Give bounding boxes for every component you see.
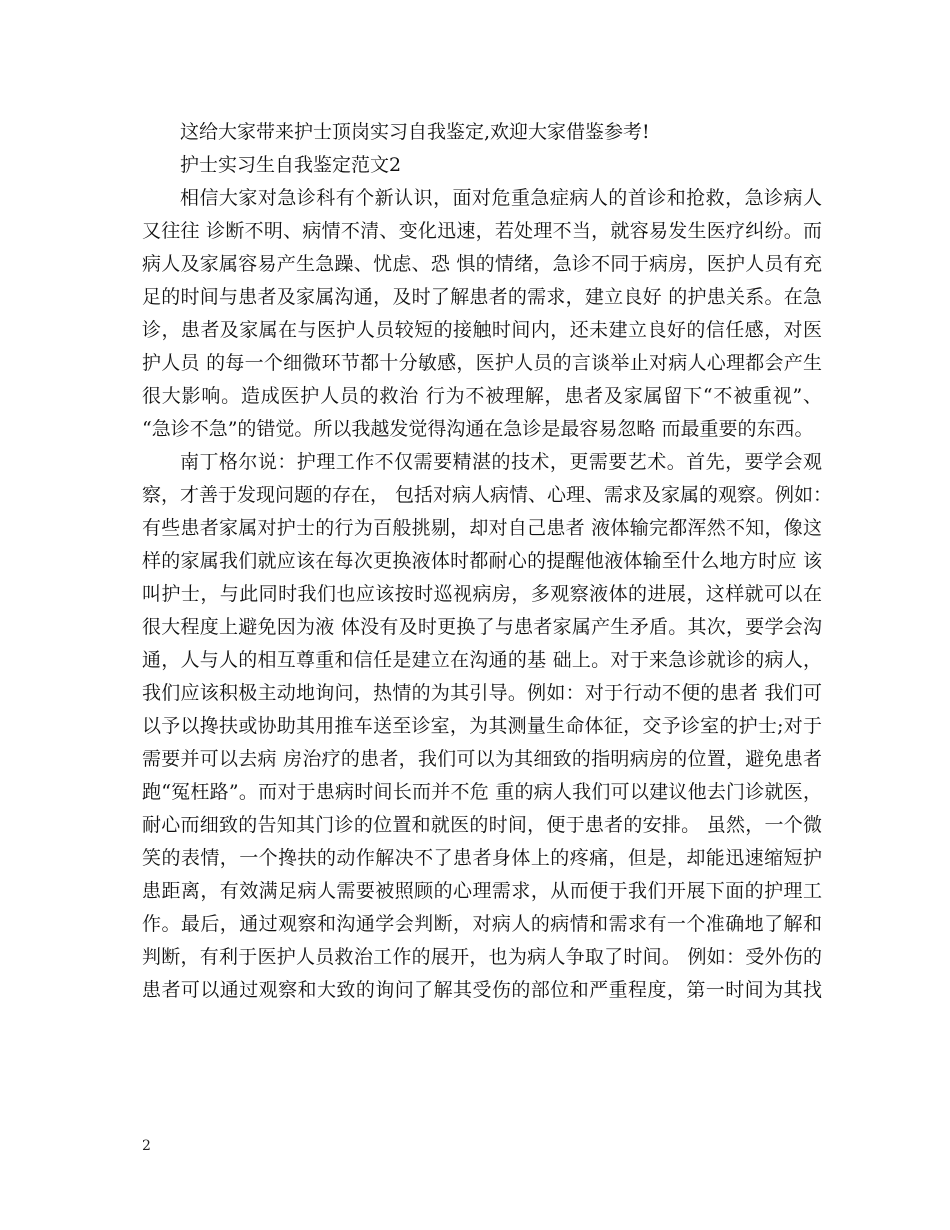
paragraph-line: 通，人与人的相互尊重和信任是建立在沟通的基 础上。对于来急诊就诊的病人， (142, 649, 822, 671)
paragraph-line: 护人员 的每一个细微环节都十分敏感，医护人员的言谈举止对病人心理都会产生 (142, 352, 822, 374)
paragraph-line: 察，才善于发现问题的存在， 包括对病人病情、心理、需求及家属的观察。例如： (142, 484, 833, 506)
paragraph-line: “急诊不急”的错觉。所以我越发觉得沟通在急诊是最容易忽略 而最重要的东西。 (142, 418, 814, 440)
intro-line: 这给大家带来护士顶岗实习自我鉴定,欢迎大家借鉴参考! (180, 121, 650, 143)
paragraph-line: 判断，有利于医护人员救治工作的展开，也为病人争取了时间。 例如：受外伤的 (142, 946, 822, 968)
paragraph-line: 需要并可以去病 房治疗的患者，我们可以为其细致的指明病房的位置，避免患者 (142, 748, 822, 770)
page-number: 2 (142, 1138, 151, 1154)
paragraph-line: 作。最后，通过观察和沟通学会判断，对病人的病情和需求有一个准确地了解和 (142, 913, 822, 935)
paragraph-line: 很大程度上避免因为液 体没有及时更换了与患者家属产生矛盾。其次，要学会沟 (142, 616, 822, 638)
paragraph-line: 足的时间与患者及家属沟通，及时了解患者的需求，建立良好 的护患关系。在急 (142, 286, 822, 308)
paragraph-line: 有些患者家属对护士的行为百般挑剔，却对自己患者 液体输完都浑然不知，像这 (142, 517, 822, 539)
paragraph-line: 叫护士，与此同时我们也应该按时巡视病房，多观察液体的进展，这样就可以在 (142, 583, 822, 605)
paragraph-line: 又往往 诊断不明、病情不清、变化迅速，若处理不当，就容易发生医疗纠纷。而 (142, 220, 822, 242)
paragraph-line: 诊，患者及家属在与医护人员较短的接触时间内，还未建立良好的信任感，对医 (142, 319, 822, 341)
paragraph-line: 患者可以通过观察和大致的询问了解其受伤的部位和严重程度，第一时间为其找 (142, 979, 822, 1001)
paragraph-line: 病人及家属容易产生急躁、忧虑、恐 惧的情绪，急诊不同于病房，医护人员有充 (142, 253, 822, 275)
paragraph-line: 患距离，有效满足病人需要被照顾的心理需求，从而便于我们开展下面的护理工 (142, 880, 822, 902)
document-body (142, 116, 833, 1007)
section-heading: 护士实习生自我鉴定范文2 (180, 154, 402, 176)
paragraph-line: 跑“冤枉路”。而对于患病时间长而并不危 重的病人我们可以建议他去门诊就医， (142, 781, 822, 803)
paragraph-line: 样的家属我们就应该在每次更换液体时都耐心的提醒他液体输至什么地方时应 该 (142, 550, 822, 572)
paragraph-line: 笑的表情，一个搀扶的动作解决不了患者身体上的疼痛，但是，却能迅速缩短护 (142, 847, 822, 869)
paragraph-line: 耐心而细致的告知其门诊的位置和就医的时间，便于患者的安排。 虽然，一个微 (142, 814, 822, 836)
paragraph-line: 以予以搀扶或协助其用推车送至诊室，为其测量生命体征，交予诊室的护士;对于 (142, 715, 822, 737)
paragraph-line: 我们应该积极主动地询问，热情的为其引导。例如：对于行动不便的患者 我们可 (142, 682, 822, 704)
paragraph-line: 南丁格尔说：护理工作不仅需要精湛的技术，更需要艺术。首先，要学会观 (180, 451, 822, 473)
paragraph-line: 很大影响。造成医护人员的救治 行为不被理解，患者及家属留下“不被重视”、 (142, 385, 822, 407)
paragraph-line: 相信大家对急诊科有个新认识，面对危重急症病人的首诊和抢救，急诊病人 (180, 187, 822, 209)
